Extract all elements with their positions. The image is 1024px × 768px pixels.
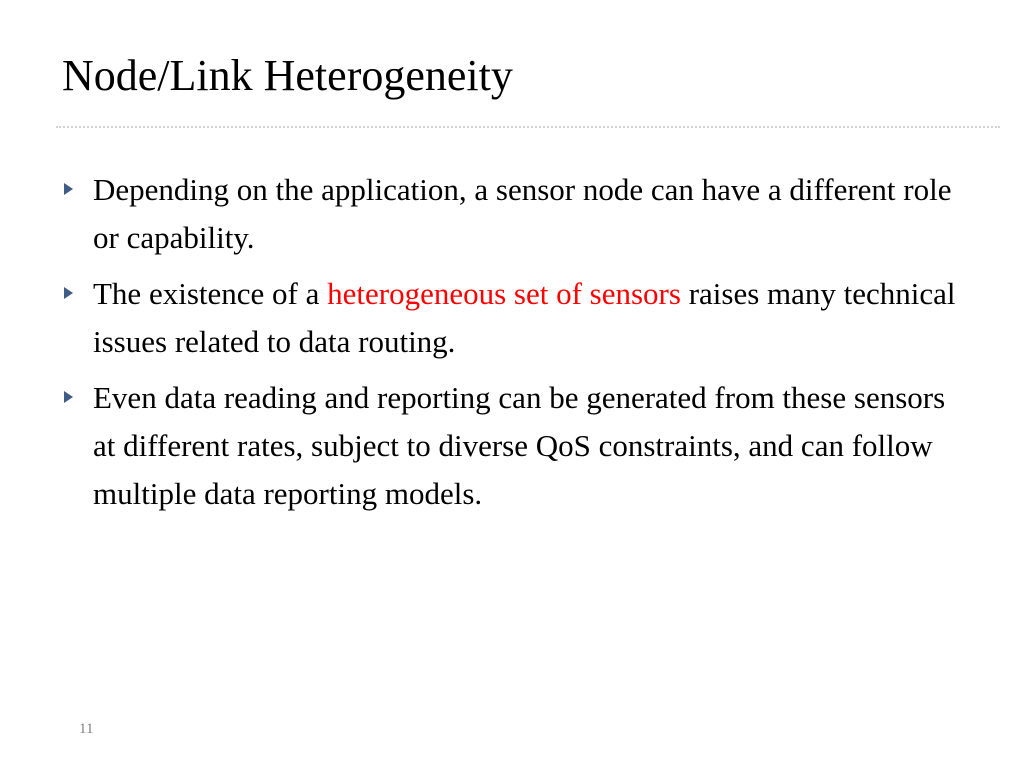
page-number: 11 [79, 721, 94, 737]
bullet-text-end: raises many technical issues related to data routing. [93, 276, 956, 359]
title-divider [56, 126, 1000, 128]
slide-title: Node/Link Heterogeneity [62, 51, 513, 100]
bullet-text: Even data reading and reporting can be generated from these sensors at different rates, subject to diverse QoS constraints, and can follow multiple data reporting models. [93, 380, 946, 511]
bullet-text-start: The existence of a [93, 276, 328, 311]
bullet-text: Depending on the application, a sensor node can have a different role or capability. [93, 172, 952, 255]
triangle-right-icon [64, 287, 73, 299]
bullet-item [62, 270, 972, 366]
bullet-list [62, 166, 972, 526]
triangle-right-icon [64, 183, 73, 195]
bullet-item [62, 166, 972, 262]
triangle-right-icon [64, 391, 73, 403]
bullet-item [62, 374, 972, 518]
highlighted-phrase: heterogeneous set of sensors [327, 276, 681, 311]
